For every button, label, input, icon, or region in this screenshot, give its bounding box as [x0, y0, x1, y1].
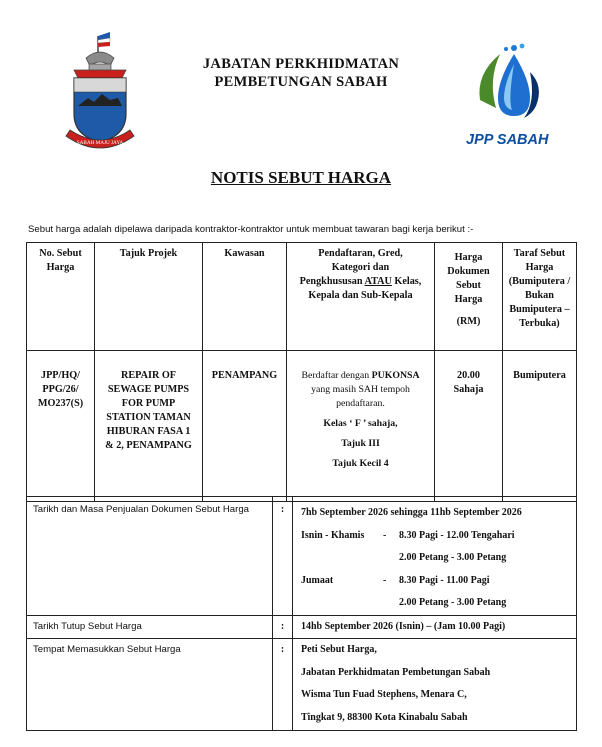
cell-project-title: REPAIR OF SEWAGE PUMPS FOR PUMP STATION TAMAN HIBURAN FASA 1 & 2, PENAMPANG: [95, 351, 203, 502]
table-row: [27, 351, 577, 502]
sale-period-row: [27, 497, 577, 616]
notice-title: NOTIS SEBUT HARGA: [210, 168, 392, 187]
jpp-sabah-logo-text: JPP SABAH: [466, 132, 549, 148]
header-area: Kawasan: [203, 243, 287, 351]
header-project-title: Tajuk Projek: [95, 243, 203, 351]
tender-table-header-row: [27, 243, 577, 351]
quotation-info-table: [26, 496, 577, 731]
submission-place-value: Peti Sebut Harga, Jabatan Perkhidmatan Pembetungan Sabah Wisma Tun Fuad Stephens, Menara C, Tingkat 9, 88300 Kota Kinabalu Sabah: [293, 639, 577, 731]
header-quotation-status: Taraf Sebut Harga (Bumiputera / Bukan Bumiputera – Terbuka): [503, 243, 577, 351]
submission-place-label: Tempat Memasukkan Sebut Harga: [27, 639, 273, 731]
jpp-water-drop-logo: [470, 42, 552, 132]
closing-date-label: Tarikh Tutup Sebut Harga: [27, 615, 273, 639]
colon: :: [273, 497, 293, 616]
closing-date-value: 14hb September 2026 (Isnin) – (Jam 10.00 Pagi): [293, 615, 577, 639]
tender-table: [26, 242, 577, 502]
cell-quotation-status: Bumiputera: [503, 351, 577, 502]
org-name-line2: PEMBETUNGAN SABAH: [214, 74, 388, 90]
header-registration: Pendaftaran, Gred, Kategori dan Pengkhususan ATAU Kelas, Kepala dan Sub-Kepala: [287, 243, 435, 351]
cell-registration: Berdaftar dengan PUKONSA yang masih SAH tempoh pendaftaran. Kelas ‘ F ’ sahaja, Tajuk III Tajuk Kecil 4: [287, 351, 435, 502]
colon: :: [273, 615, 293, 639]
header-document-price: Harga Dokumen Sebut Harga (RM): [435, 243, 503, 351]
cell-area: PENAMPANG: [203, 351, 287, 502]
colon: :: [273, 639, 293, 731]
sale-period-label: Tarikh dan Masa Penjualan Dokumen Sebut Harga: [27, 497, 273, 616]
sale-period-value: 7hb September 2026 sehingga 11hb September 2026 Isnin - Khamis - 8.30 Pagi - 12.00 Tengahari 2.00 Petang - 3.00 Petang Jumaat - 8.30 Pagi - 11.00 Pagi 2.00 Petang - 3.00 Petang: [293, 497, 577, 616]
intro-text: Sebut harga adalah dipelawa daripada kontraktor-kontraktor untuk membuat tawaran bagi kerja berikut :-: [28, 224, 474, 235]
cell-ref-no: JPP/HQ/ PPG/26/ MO237(S): [27, 351, 95, 502]
closing-date-row: [27, 615, 577, 639]
org-name-line1: JABATAN PERKHIDMATAN: [202, 56, 400, 72]
cell-document-price: 20.00 Sahaja: [435, 351, 503, 502]
sabah-crest-logo: [60, 28, 140, 156]
header-ref-no: No. Sebut Harga: [27, 243, 95, 351]
submission-place-row: [27, 639, 577, 731]
svg-text:SABAH MAJU JAYA: SABAH MAJU JAYA: [76, 140, 124, 146]
